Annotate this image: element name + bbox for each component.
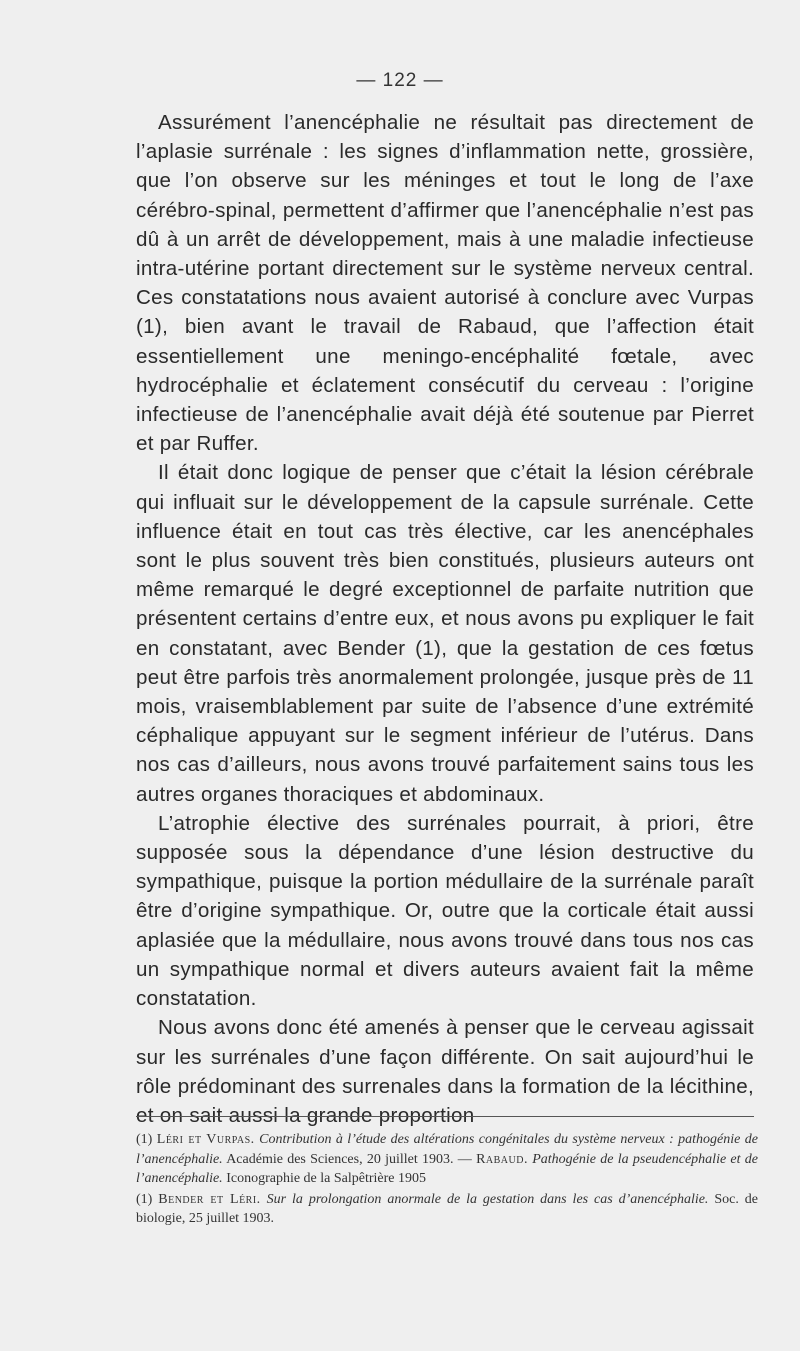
footnote-1-marker: (1) <box>136 1132 153 1147</box>
footnote-1-authors: Léri et Vurpas. <box>156 1132 255 1147</box>
paragraph-1: Assurément l’anencéphalie ne résultait pas directement de l’aplasie surrénale : les signes d’inflammation nette, grossière, que l’on observe sur les méninges et tout le long de l’axe cérébro-spinal, permettent d’affirmer que l’anencéphalie n’est pas dû à un arrêt de développement, mais à une maladie infectieuse intra-utérine portant directement sur le système nerveux central. Ces constatations nous avaient autorisé à conclure avec Vurpas (1), bien avant le travail de Rabaud, que l’affection était essentiellement une meningo-encéphalité fœtale, avec hydrocéphalie et éclatement consécutif du cerveau : l’origine infectieuse de l’anencéphalie avait déjà été soutenue par Pierret et par Ruffer. <box>136 111 754 456</box>
footnote-1 <box>136 1130 758 1189</box>
body-text <box>136 108 754 1130</box>
footnote-1-title: Contribution à l’étude des altérations congénitales du système nerveux : pathogénie de l’anencéphalie. <box>136 1132 759 1167</box>
paragraph-4: Nous avons donc été amenés à penser que le cerveau agissait sur les surrénales d’une façon différente. On sait aujourd’hui le rôle prédominant des surrenales dans la formation de la lécithine, et on sait aussi la grande proportion <box>136 1016 754 1127</box>
paragraph-2: Il était donc logique de penser que c’était la lésion cérébrale qui influait sur le développement de la capsule surrénale. Cette influence était en tout cas très élective, car les anencéphales sont le plus souvent très bien constitués, plusieurs auteurs ont même remarqué le degré exceptionnel de parfaite nutrition que présentent certains d’entre eux, et nous avons pu expliquer le fait en constatant, avec Bender (1), que la gestation de ces fœtus peut être parfois très anormalement prolongée, jusque près de 11 mois, vraisemblablement par suite de l’absence d’une extrémité céphalique appuyant sur le segment inférieur de l’utérus. Dans nos cas d’ailleurs, nous avons trouvé parfaitement sains tous les autres organes thoraciques et abdominaux. <box>136 461 754 806</box>
footnote-divider <box>136 1116 754 1117</box>
footnote-1-author2: Rabaud. <box>476 1151 528 1167</box>
footnote-2-title: Sur la prolongation anormale de la gestation dans les cas d’anencéphalie. <box>266 1191 709 1207</box>
footnote-2-source: Soc. de biologie, 25 juillet 1903. <box>136 1191 759 1226</box>
footnote-2-authors: Bender et Léri. <box>158 1191 261 1207</box>
footnote-2 <box>136 1190 758 1229</box>
paragraph-3: L’atrophie élective des surrénales pourrait, à priori, être supposée sous la dépendance d’une lésion destructive du sympathique, puisque la portion médullaire de la surrénale paraît être d’origine sympathique. Or, outre que la corticale était aussi aplasiée que la médullaire, nous avons trouvé dans tous nos cas un sympathique normal et divers auteurs avaient fait la même constatation. <box>136 811 754 1011</box>
footnote-2-marker: (1) <box>136 1191 153 1207</box>
page-number: — 122 — <box>356 70 444 91</box>
footnote-1-source2: Iconographie de la Salpêtrière 1905 <box>226 1171 426 1186</box>
footnote-1-source: Académie des Sciences, 20 juillet 1903. — <box>226 1151 472 1167</box>
footnote-1-title2: Pathogénie de la pseudencéphalie et de l’anencéphalie. <box>136 1151 759 1186</box>
footnotes <box>136 1130 758 1230</box>
